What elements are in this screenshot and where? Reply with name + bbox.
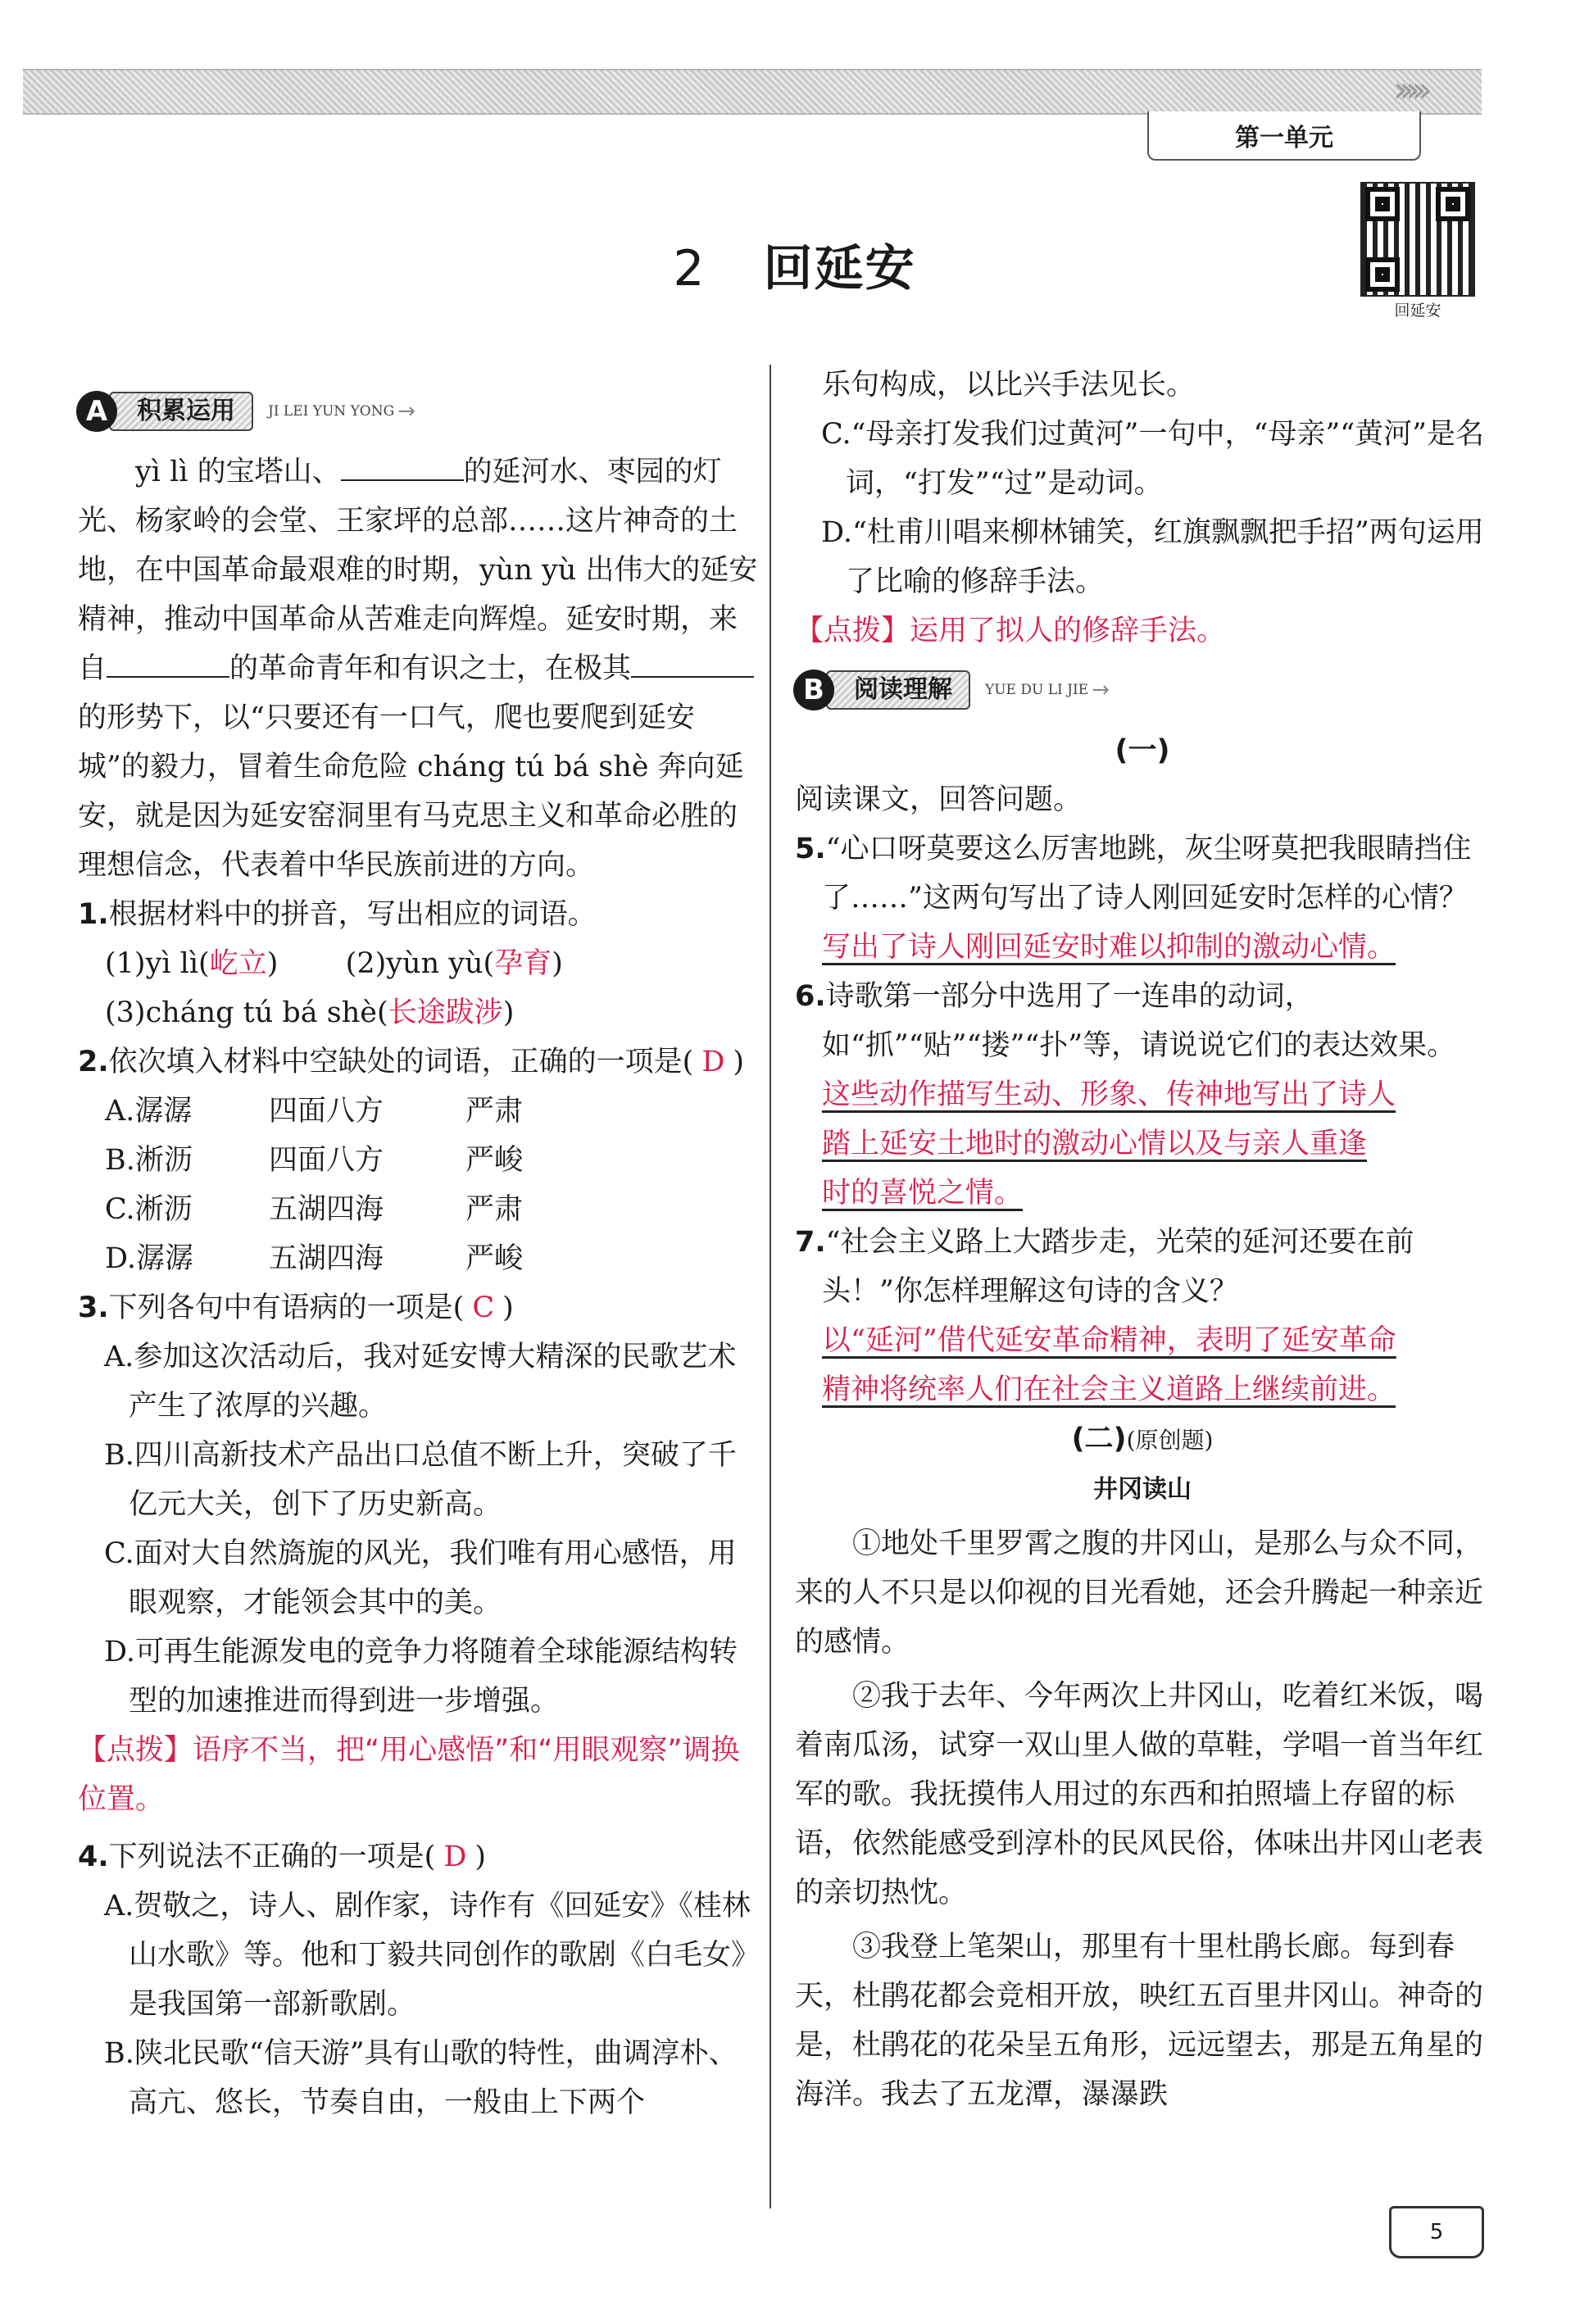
q7-answer-line: 以“延河”借代延安革命精神，表明了延安革命	[822, 1324, 1396, 1357]
q3-option-a: A.参加这次活动后，我对延安博大精深的民歌艺术产生了浓厚的兴趣。	[104, 1341, 737, 1423]
q2-option-d: D.潺潺 五湖四海 严峻	[105, 1242, 524, 1275]
page-title	[0, 229, 1589, 300]
arrow-icon: →	[1092, 678, 1110, 702]
question-6: 6.诗歌第一部分中选用了一连串的动词，如“抓”“贴”“搂”“扑”等，请说说它们的表达效果。	[795, 980, 1456, 1062]
article-title: 井冈读山	[1093, 1475, 1192, 1504]
question-7: 7.“社会主义路上大踏步走，光荣的延河还要在前头！”你怎样理解这句诗的含义？	[795, 1226, 1414, 1308]
q2-answer: D	[701, 1046, 725, 1078]
q2-option-a: A.潺潺 四面八方 严肃	[105, 1095, 524, 1128]
q5-answer: 写出了诗人刚回延安时难以抑制的激动心情。	[822, 931, 1396, 964]
instruction: 阅读课文，回答问题。	[795, 783, 1083, 816]
section-pinyin: JI LEI YUN YONG	[268, 403, 395, 420]
q4-option-c: C.“母亲打发我们过黄河”一句中，“母亲”“黄河”是名词，“打发”“过”是动词。	[821, 418, 1485, 500]
lesson-number: 2	[673, 240, 706, 297]
question-1: 1.根据材料中的拼音，写出相应的词语。	[78, 898, 597, 931]
header-band	[23, 69, 1482, 115]
q1-items: (1)yì lì(屹立) (2)yùn yù(孕育)	[105, 947, 563, 980]
column-divider	[770, 365, 771, 2208]
q3-answer: C	[472, 1291, 495, 1324]
q6-answer-line: 踏上延安土地时的激动心情以及与亲人重逢	[822, 1128, 1368, 1160]
blank-2[interactable]	[107, 651, 229, 678]
section-badge: B	[793, 670, 834, 710]
section-title: 阅读理解	[826, 670, 970, 710]
q4-hint: 【点拨】运用了拟人的修辞手法。	[795, 615, 1226, 647]
page-number: 5	[1389, 2206, 1484, 2258]
q3-hint: 【点拨】语序不当，把“用心感悟”和“用眼观察”调换位置。	[78, 1734, 740, 1816]
section-title: 积累运用	[109, 392, 253, 431]
question-5: 5.“心口呀莫要这么厉害地跳，灰尘呀莫把我眼睛挡住了……”这两句写出了诗人刚回延安时怎样的心情？	[795, 833, 1472, 915]
arrow-icon: →	[397, 399, 415, 424]
q2-option-b: B.淅沥 四面八方 严峻	[105, 1144, 524, 1177]
section-b-header	[793, 659, 1490, 721]
q4-answer: D	[443, 1841, 467, 1873]
lesson-title: 回延安	[763, 240, 916, 297]
qr-code-icon[interactable]	[1360, 182, 1475, 297]
question-2: 2.依次填入材料中空缺处的词语，正确的一项是( D )	[78, 1046, 745, 1078]
unit-label: 第一单元	[1147, 111, 1421, 161]
q1-answer-1: 屹立	[209, 947, 267, 980]
blank-3[interactable]	[631, 651, 754, 678]
chevron-right-icon: ›››››	[1393, 69, 1424, 111]
q4-option-a: A.贺敬之，诗人、剧作家，诗作有《回延安》《桂林山水歌》等。他和丁毅共同创作的歌剧《白毛女》是我国第一部新歌剧。	[104, 1890, 751, 2021]
q4-option-b: B.陕北民歌“信天游”具有山歌的特性，曲调淳朴、高亢、悠长，节奏自由，一般由上下两个	[104, 2037, 738, 2119]
article-paragraph-1: ①地处千里罗霄之腹的井冈山，是那么与众不同，来的人不只是以仰视的目光看她，还会升腾起一种亲近的感情。	[795, 1527, 1484, 1659]
right-column	[795, 361, 1490, 2119]
material-passage: yì lì 的宝塔山、 的延河水、枣园的灯光、杨家岭的会堂、王家坪的总部……这片神奇的土地，在中国革命最艰难的时期，yùn yù 出伟大的延安精神，推动中国革命从苦难走向辉煌。延安时期，来自 的革命青年和有识之士，在极其的形势下，以“只要还有一口气，爬也要爬到延安城”的毅力，冒着生命危险 cháng tú bá shè 奔向延安，就是因为延安窑洞里有马克思主义和革命必胜的理想信念，代表着中华民族前进的方向。	[78, 456, 758, 882]
section-badge: A	[76, 391, 117, 432]
q3-option-c: C.面对大自然旖旎的风光，我们唯有用心感悟，用眼观察，才能领会其中的美。	[104, 1537, 737, 1619]
q6-answer-line: 这些动作描写生动、形象、传神地写出了诗人	[822, 1078, 1396, 1111]
q6-answer-line: 时的喜悦之情。	[822, 1177, 1024, 1210]
article-paragraph-3: ③我登上笔架山，那里有十里杜鹃长廊。每到春天，杜鹃花都会竞相开放，映红五百里井冈山。神奇的是，杜鹃花的花朵呈五角形，远远望去，那是五角星的海洋。我去了五龙潭，瀑瀑跌	[795, 1931, 1484, 2111]
q3-option-d: D.可再生能源发电的竞争力将随着全球能源结构转型的加速推进而得到进一步增强。	[104, 1636, 738, 1718]
q3-option-b: B.四川高新技术产品出口总值不断上升，突破了千亿元大关，创下了历史新高。	[104, 1439, 737, 1521]
q1-answer-2: 孕育	[494, 947, 552, 980]
blank-1[interactable]	[341, 455, 464, 481]
qr-finder	[1365, 187, 1400, 221]
q7-answer-line: 精神将统率人们在社会主义道路上继续前进。	[822, 1373, 1396, 1406]
part-2-title: (二)(原创题)	[1071, 1423, 1214, 1455]
qr-caption: 回延安	[1394, 302, 1441, 320]
qr-finder	[1436, 187, 1470, 221]
q1-answer-3: 长途跋涉	[388, 996, 503, 1029]
article-paragraph-2: ②我于去年、今年两次上井冈山，吃着红米饭，喝着南瓜汤，试穿一双山里人做的草鞋，学唱一首当年红军的歌。我抚摸伟人用过的东西和拍照墙上存留的标语，依然能感受到淳朴的民风民俗，体味出井冈山老表的亲切热忱。	[795, 1680, 1484, 1909]
q2-option-c: C.淅沥 五湖四海 严肃	[105, 1193, 524, 1226]
qr-finder	[1365, 257, 1400, 292]
question-3: 3.下列各句中有语病的一项是( C )	[78, 1291, 514, 1324]
q4-option-d: D.“杜甫川唱来柳林铺笑，红旗飘飘把手招”两句运用了比喻的修辞手法。	[821, 516, 1484, 598]
q4-option-b-continued: 乐句构成，以比兴手法见长。	[822, 369, 1196, 402]
left-column	[78, 377, 758, 2127]
section-pinyin: YUE DU LI JIE	[985, 682, 1089, 698]
part-1-title: (一)	[1115, 734, 1170, 767]
q1-item-3: (3)cháng tú bá shè(长途跋涉)	[105, 996, 515, 1029]
question-4: 4.下列说法不正确的一项是( D )	[78, 1841, 487, 1873]
section-a-header	[76, 380, 758, 443]
